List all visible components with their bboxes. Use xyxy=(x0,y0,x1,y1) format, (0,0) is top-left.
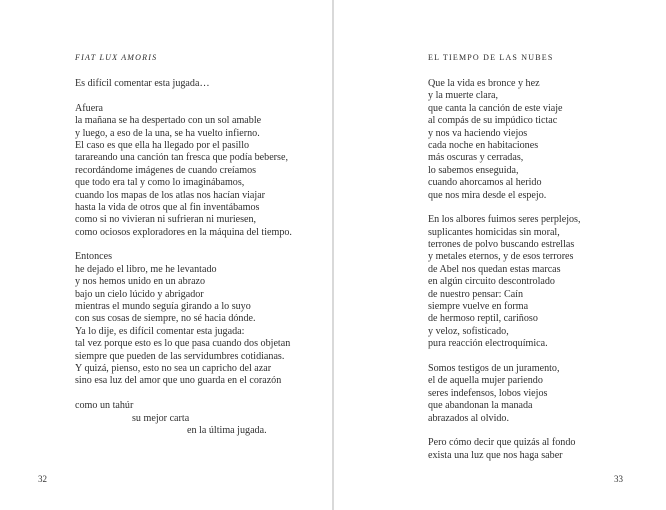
poem-line: exista una luz que nos haga saber xyxy=(428,449,563,461)
poem-line: bajo un cielo lúcido y abrigador xyxy=(75,288,204,300)
poem-line: y nos va haciendo viejos xyxy=(428,127,528,139)
poem-line: siempre que pueden de las servidumbres cotidianas. xyxy=(75,350,285,362)
poem-line: y luego, a eso de la una, se ha vuelto infierno. xyxy=(75,127,260,139)
stanza-break xyxy=(428,425,581,437)
poem-line: como ociosos exploradores en la máquina del tiempo. xyxy=(75,226,292,238)
poem-line: que nos mira desde el espejo. xyxy=(428,189,547,201)
poem-line: Pero cómo decir que quizás al fondo xyxy=(428,437,576,449)
poem-line: lo sabemos enseguida, xyxy=(428,164,519,176)
poem-line: Que la vida es bronce y hez xyxy=(428,78,540,89)
poem-line: Entonces xyxy=(75,251,112,263)
poem-line: la mañana se ha despertado con un sol amable xyxy=(75,115,262,127)
poem-line: de hermoso reptil, cariñoso xyxy=(428,313,538,325)
stanza-break xyxy=(75,388,292,400)
right-page xyxy=(334,0,666,510)
left-page xyxy=(0,0,332,510)
poem-line: más oscuras y cerradas, xyxy=(428,152,524,164)
page-number: 32 xyxy=(38,474,47,484)
poem-line: suplicantes homicidas sin moral, xyxy=(428,226,560,238)
poem-line: como si no vivieran ni sufrieran ni muriesen, xyxy=(75,214,257,226)
page-number: 33 xyxy=(614,474,623,484)
poem-line: mientras el mundo seguía girando a lo suyo xyxy=(75,301,251,313)
stanza-break xyxy=(428,351,581,363)
poem-line: que canta la canción de este viaje xyxy=(428,102,563,114)
poem-body xyxy=(428,78,581,462)
poem-line: que todo era tal y como lo imaginábamos, xyxy=(75,177,245,189)
poem-line: su mejor carta xyxy=(132,412,190,424)
poem-line: como un tahúr xyxy=(75,400,134,412)
poem-line: terrones de polvo buscando estrellas xyxy=(428,239,575,251)
poem-line: Afuera xyxy=(75,102,104,114)
poem-line: el de aquella mujer pariendo xyxy=(428,375,543,387)
poem-line: con sus cosas de siempre, no sé hacia dónde. xyxy=(75,313,256,325)
poem-line: cuando ahorcamos al herido xyxy=(428,177,542,189)
running-header: FIAT LUX AMORIS xyxy=(75,53,158,62)
poem-line: de nuestro pensar: Caín xyxy=(428,288,524,300)
poem-line: Es difícil comentar esta jugada… xyxy=(75,78,210,89)
poem-line: siempre vuelve en forma xyxy=(428,301,529,313)
poem-line: en la última jugada. xyxy=(187,424,267,436)
poem-line: hasta la vida de otros que al fin inventábamos xyxy=(75,201,260,213)
poem-line: tal vez porque esto es lo que pasa cuando dos objetan xyxy=(75,338,291,350)
poem-line: Somos testigos de un juramento, xyxy=(428,362,560,374)
poem-line: sino esa luz del amor que uno guarda en el corazón xyxy=(75,375,282,387)
stanza-break xyxy=(428,202,581,214)
poem-line: y la muerte clara, xyxy=(428,90,499,102)
poem-line: que abandonan la manada xyxy=(428,400,533,412)
running-header: EL TIEMPO DE LAS NUBES xyxy=(428,53,554,62)
poem-line: en algún circuito descontrolado xyxy=(428,276,555,288)
poem-line: El caso es que ella ha llegado por el pasillo xyxy=(75,139,250,151)
stanza-break xyxy=(75,239,292,251)
poem-line: cuando los mapas de los atlas nos hacían viajar xyxy=(75,189,266,201)
stanza-break xyxy=(75,90,292,102)
poem-line: Ya lo dije, es difícil comentar esta jugada: xyxy=(75,325,245,337)
poem-line: seres indefensos, lobos viejos xyxy=(428,387,548,399)
poem-line: y metales eternos, y de esos terrores xyxy=(428,251,574,263)
poem-line: Y quizá, pienso, esto no sea un capricho del azar xyxy=(75,362,272,374)
poem-line: y veloz, sofisticado, xyxy=(428,325,509,337)
poem-line: abrazados al olvido. xyxy=(428,412,510,424)
poem-body xyxy=(75,78,292,437)
poem-line: En los albores fuimos seres perplejos, xyxy=(428,214,581,226)
poem-line: y nos hemos unido en un abrazo xyxy=(75,276,206,288)
poem-line: cada noche en habitaciones xyxy=(428,139,539,151)
poem-line: he dejado el libro, me he levantado xyxy=(75,263,217,275)
poem-line: pura reacción electroquímica. xyxy=(428,338,548,350)
poem-line: recordándome imágenes de cuando creíamos xyxy=(75,164,257,176)
poem-line: tarareando una canción tan fresca que podía beberse, xyxy=(75,152,288,164)
poem-line: al compás de su impúdico tictac xyxy=(428,115,558,127)
poem-line: de Abel nos quedan estas marcas xyxy=(428,263,561,275)
